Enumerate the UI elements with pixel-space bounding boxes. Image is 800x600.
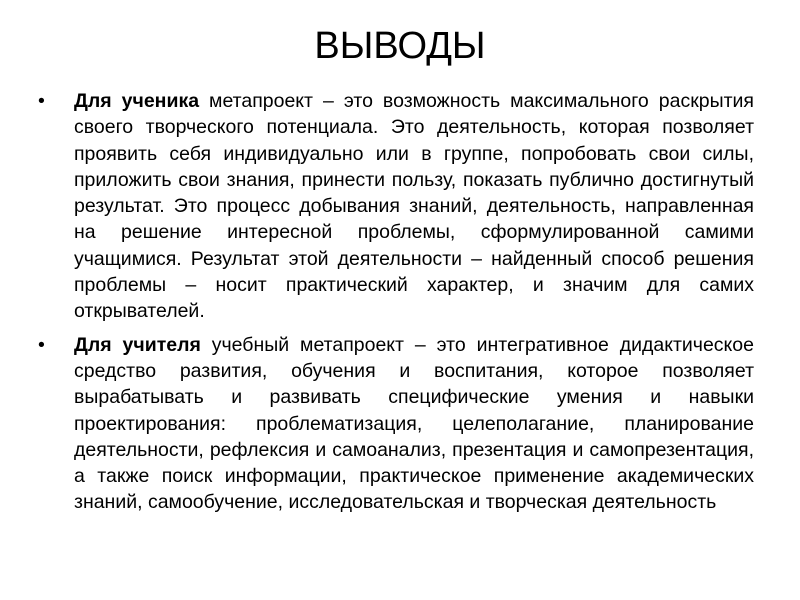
bullet-icon: •: [38, 333, 45, 356]
bullet-list: [38, 88, 754, 523]
slide-title: ВЫВОДЫ: [314, 25, 486, 67]
bullet-text: учебный метапроект – это интегративное дидактическое средство развития, обучения и воспитания, которое позволяет вырабатывать и развивать специфические умения и навыки проектирования: проблематизация, целеполагание, планирование деятельности, рефлексия и самоанализ, презентация и самопрезентация, а также поиск информации, практическое применение академических знаний, самообучение, исследовательская и творческая деятельность: [74, 333, 754, 514]
list-item-student: [38, 88, 754, 325]
bullet-lead: Для учителя: [74, 333, 201, 356]
bullet-lead: Для ученика: [74, 90, 200, 112]
bullet-text: метапроект – это возможность максимального раскрытия своего творческого потенциала. Это деятельность, которая позволяет проявить себя индивидуально или в группе, попробовать свои силы, приложить свои знания, принести пользу, показать публично достигнутый результат. Это процесс добывания знаний, деятельность, направленная на решение интересной проблемы, сформулированной самими учащимися. Результат этой деятельности – найденный способ решения проблемы – носит практический характер, и значим для самих открывателей.: [74, 90, 754, 323]
bullet-icon: •: [38, 90, 45, 112]
list-item-teacher: [38, 332, 754, 516]
